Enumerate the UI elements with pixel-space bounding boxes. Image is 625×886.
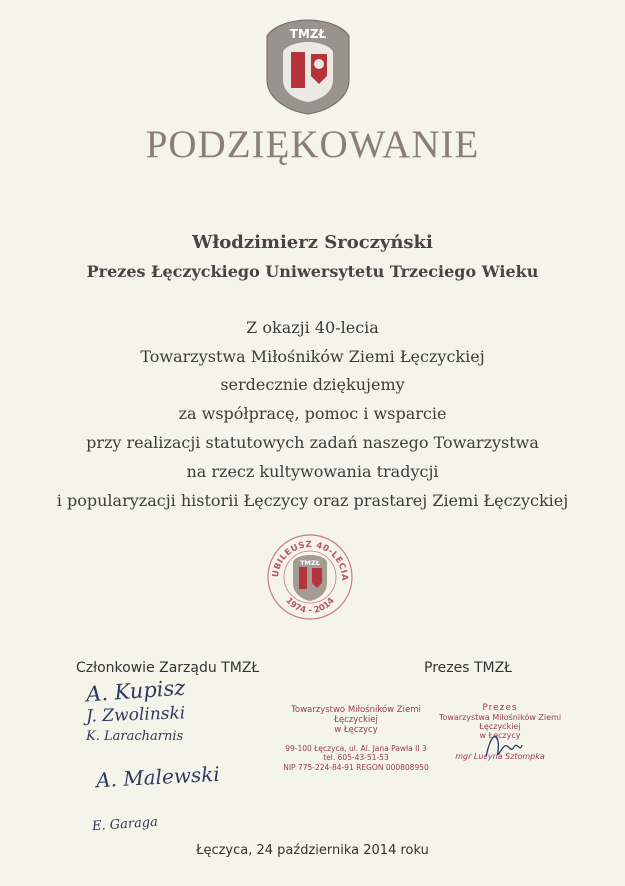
body-line: na rzecz kultywowania tradycji <box>186 462 439 481</box>
signature: A. Kupisz <box>85 675 186 707</box>
stamp-line: Towarzystwa Miłośników Ziemi Łęczyckiej <box>438 713 562 731</box>
svg-text:JUBILEUSZ 40-LECIA: UBILEUSZ 40-LECIA <box>270 539 350 582</box>
place-and-date: Łęczyca, 24 października 2014 roku <box>196 843 429 858</box>
body-line: Z okazji 40-lecia <box>246 318 379 337</box>
stamp-line: Prezes <box>482 703 518 713</box>
organization-stamp <box>283 705 429 772</box>
body-line: i popularyzacji historii Łęczycy oraz prastarej Ziemi Łęczyckiej <box>56 491 569 510</box>
board-members-label: Członkowie Zarządu TMZŁ <box>76 660 260 676</box>
stamp-line: 99-100 Łęczyca, ul. Al. Jana Pawła II 3 <box>285 744 427 753</box>
stamp-line: w Łęczycy <box>334 725 378 735</box>
svg-text:1974 - 2014: 1974 - 2014 <box>283 595 337 616</box>
body-line: serdecznie dziękujemy <box>220 375 405 394</box>
signature: E. Garaga <box>91 814 159 835</box>
stamp-line: Towarzystwo Miłośników Ziemi Łęczyckiej <box>291 705 421 725</box>
svg-text:TMZŁ: TMZŁ <box>300 559 320 567</box>
stamp-line: tel. 605-43-51-53 <box>323 753 389 762</box>
page-title: PODZIĘKOWANIE <box>145 123 480 166</box>
stamp-line: w Łęczycy <box>479 731 521 740</box>
jubilee-seal <box>266 533 354 621</box>
body-line: za współpracę, pomoc i wsparcie <box>178 404 447 423</box>
president-signature-mark <box>480 727 526 763</box>
body-line: Towarzystwa Miłośników Ziemi Łęczyckiej <box>140 347 485 366</box>
recipient-name: Włodzimierz Sroczyński <box>192 232 433 253</box>
svg-text:TMZŁ: TMZŁ <box>289 27 327 41</box>
signature: K. Laracharnis <box>86 729 184 744</box>
body-line: przy realizacji statutowych zadań naszego Towarzystwa <box>86 433 539 452</box>
signature: A. Malewski <box>95 761 221 793</box>
signature: J. Zwolinski <box>85 703 186 727</box>
stamp-line: NIP 775-224-84-91 REGON 000808950 <box>283 763 429 772</box>
president-stamp-name: mgr Lucyna Sztompka <box>455 752 545 761</box>
tmzl-emblem-logo <box>263 18 353 116</box>
president-label: Prezes TMZŁ <box>424 660 513 676</box>
recipient-role: Prezes Łęczyckiego Uniwersytetu Trzeciego Wieku <box>86 262 539 281</box>
